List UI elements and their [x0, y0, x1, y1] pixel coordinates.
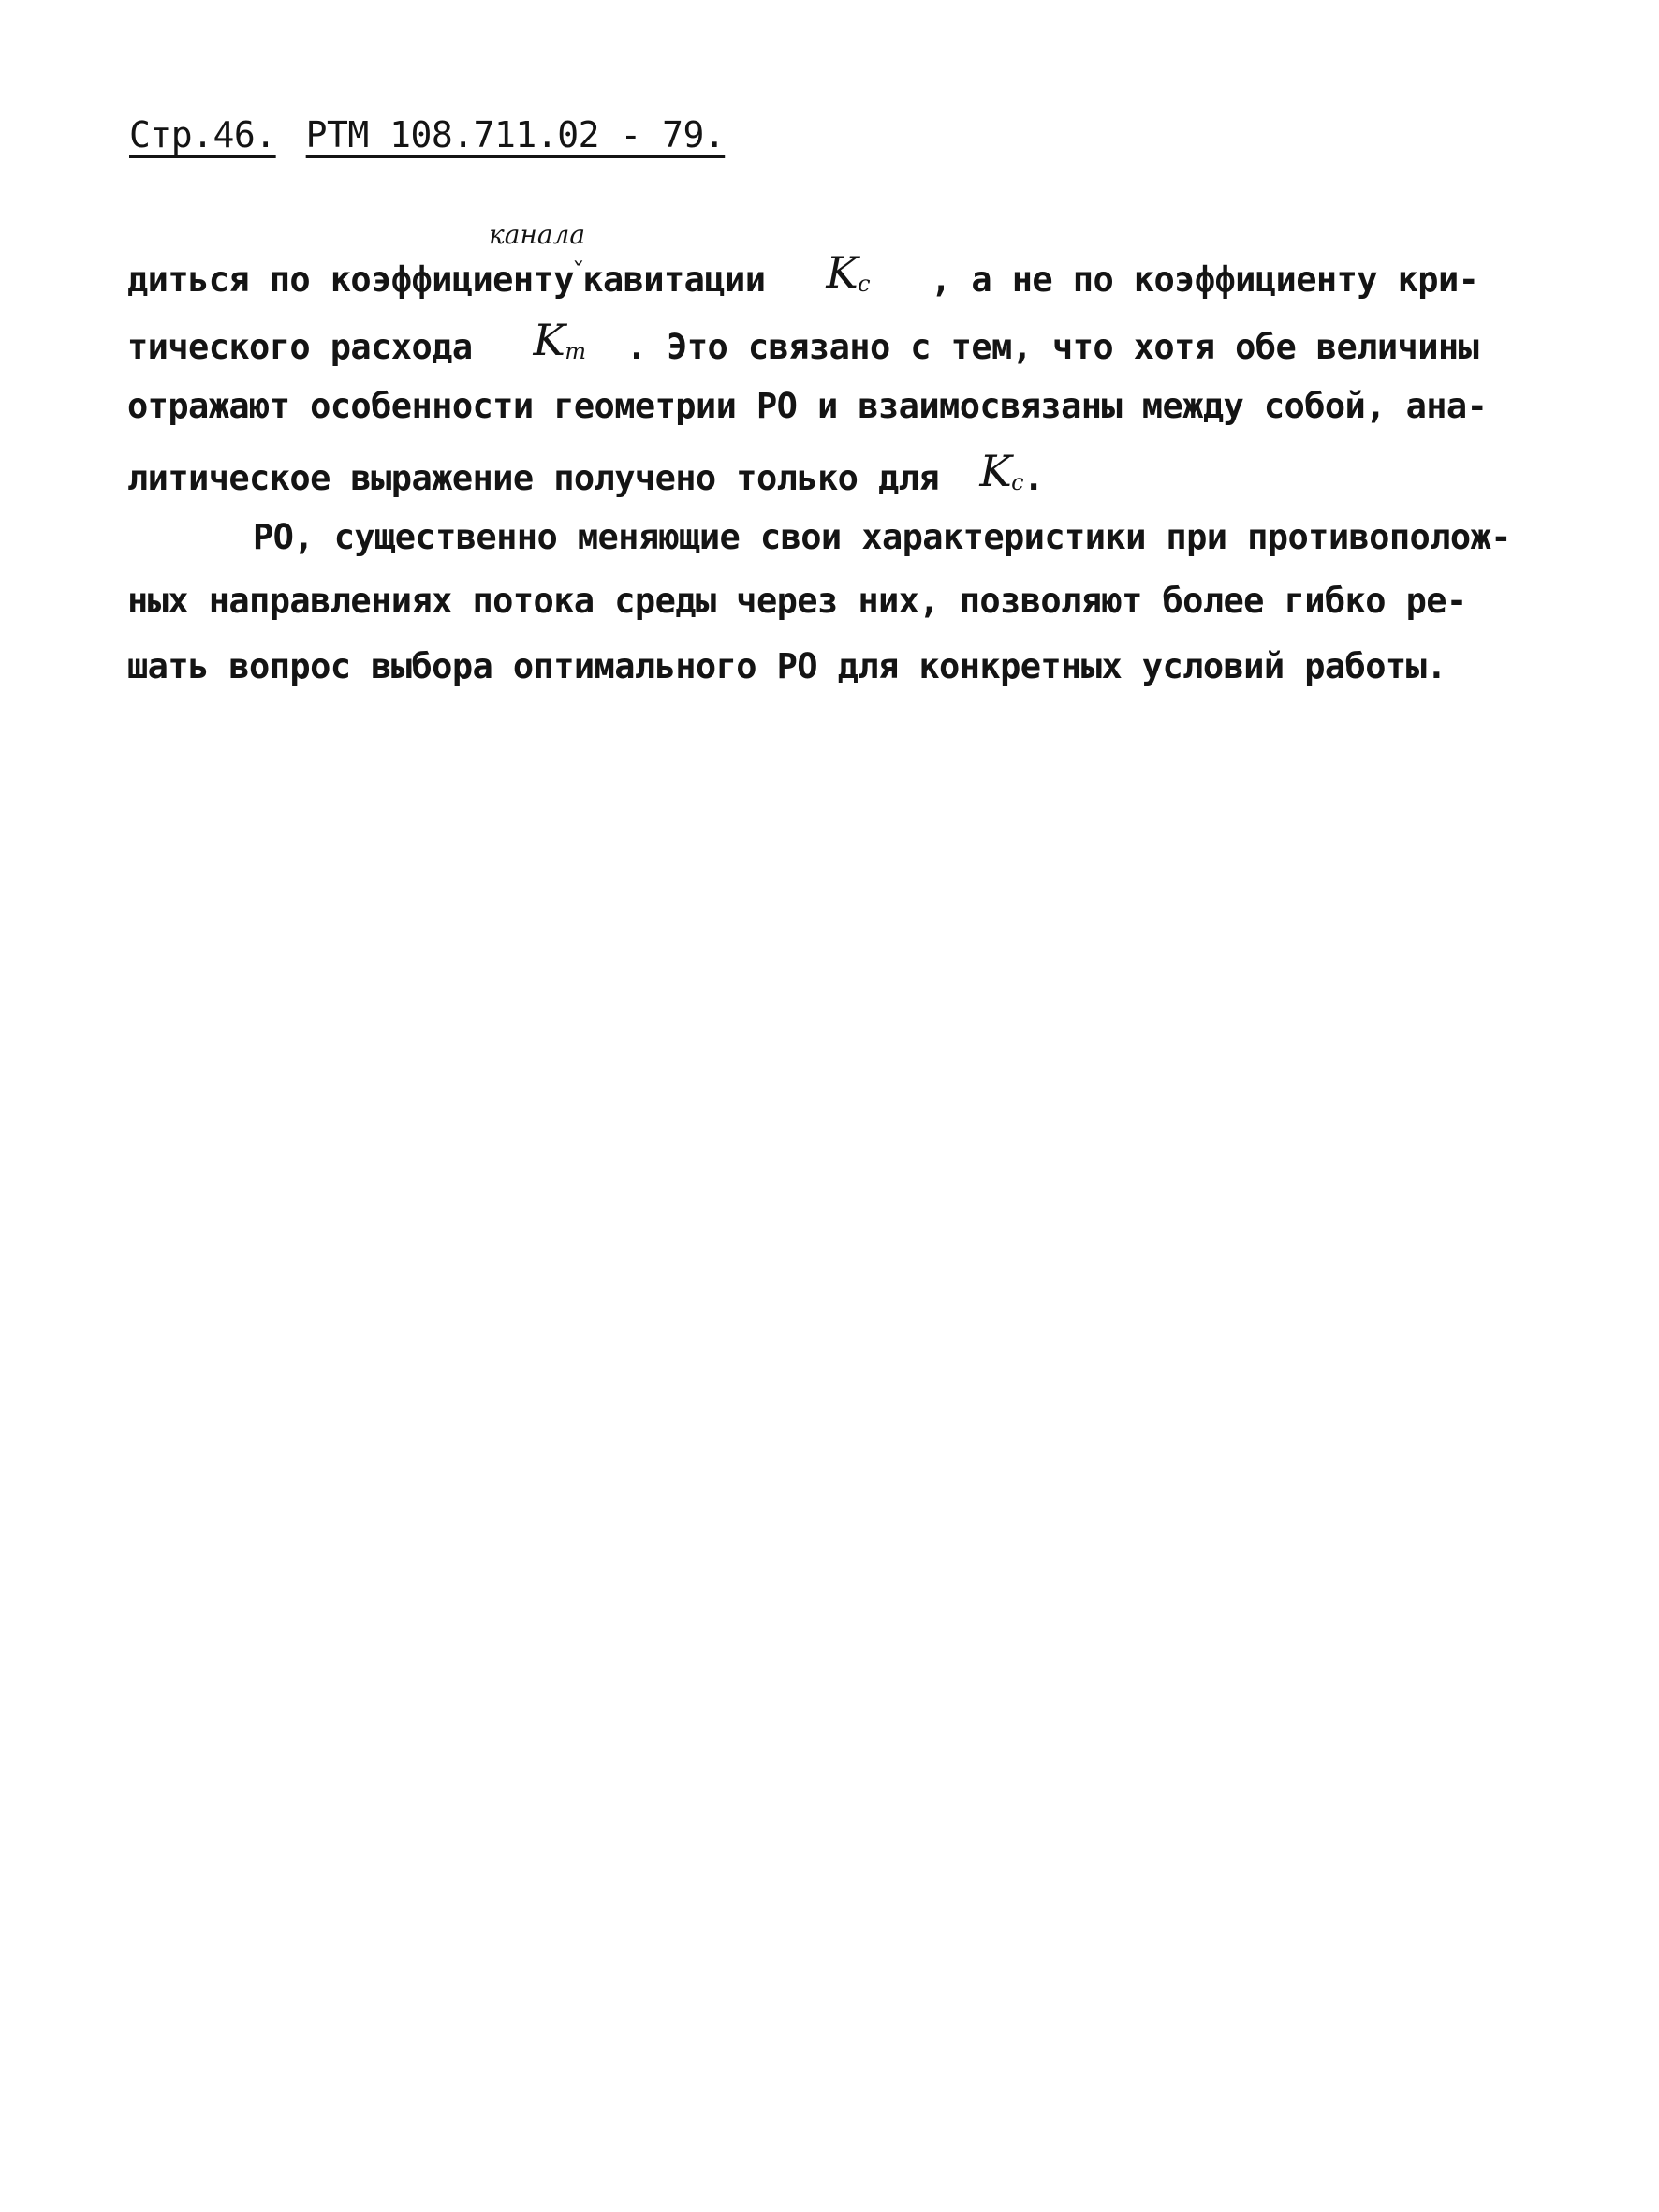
text-line-7: шать вопрос выбора оптимального РО для конкретных условий работы. — [127, 646, 1446, 686]
text-line-3: отражают особенности геометрии РО и взаимосвязаны между собой, ана- — [127, 386, 1488, 426]
text-line-6: ных направлениях потока среды через них, позволяют более гибко ре- — [127, 581, 1467, 621]
page-number: Стр.46. — [129, 114, 276, 155]
symbol-kc-2: $K_c$ — [979, 446, 1024, 496]
symbol-km: $K_m$ — [533, 315, 586, 365]
symbol-kc: $K_c$ — [826, 247, 871, 298]
text-line-4: литическое выражение получено только для $K_c$. — [127, 446, 1044, 498]
document-code: РТМ 108.711.02 - 79. — [305, 114, 726, 155]
text-line-2: тического расхода $K_m$ . Это связано с тем, что хотя обе величины — [127, 315, 1479, 367]
text-line-5: РО, существенно меняющие свои характеристики при противополож- — [253, 517, 1511, 557]
page-header — [129, 114, 725, 155]
text-line-1: диться по коэффициентуˇкавитации $K_c$ , а не по коэффициенту кри- — [127, 247, 1479, 300]
handwritten-insertion: канала — [489, 219, 586, 250]
insertion-caret: ˇ — [571, 258, 585, 288]
